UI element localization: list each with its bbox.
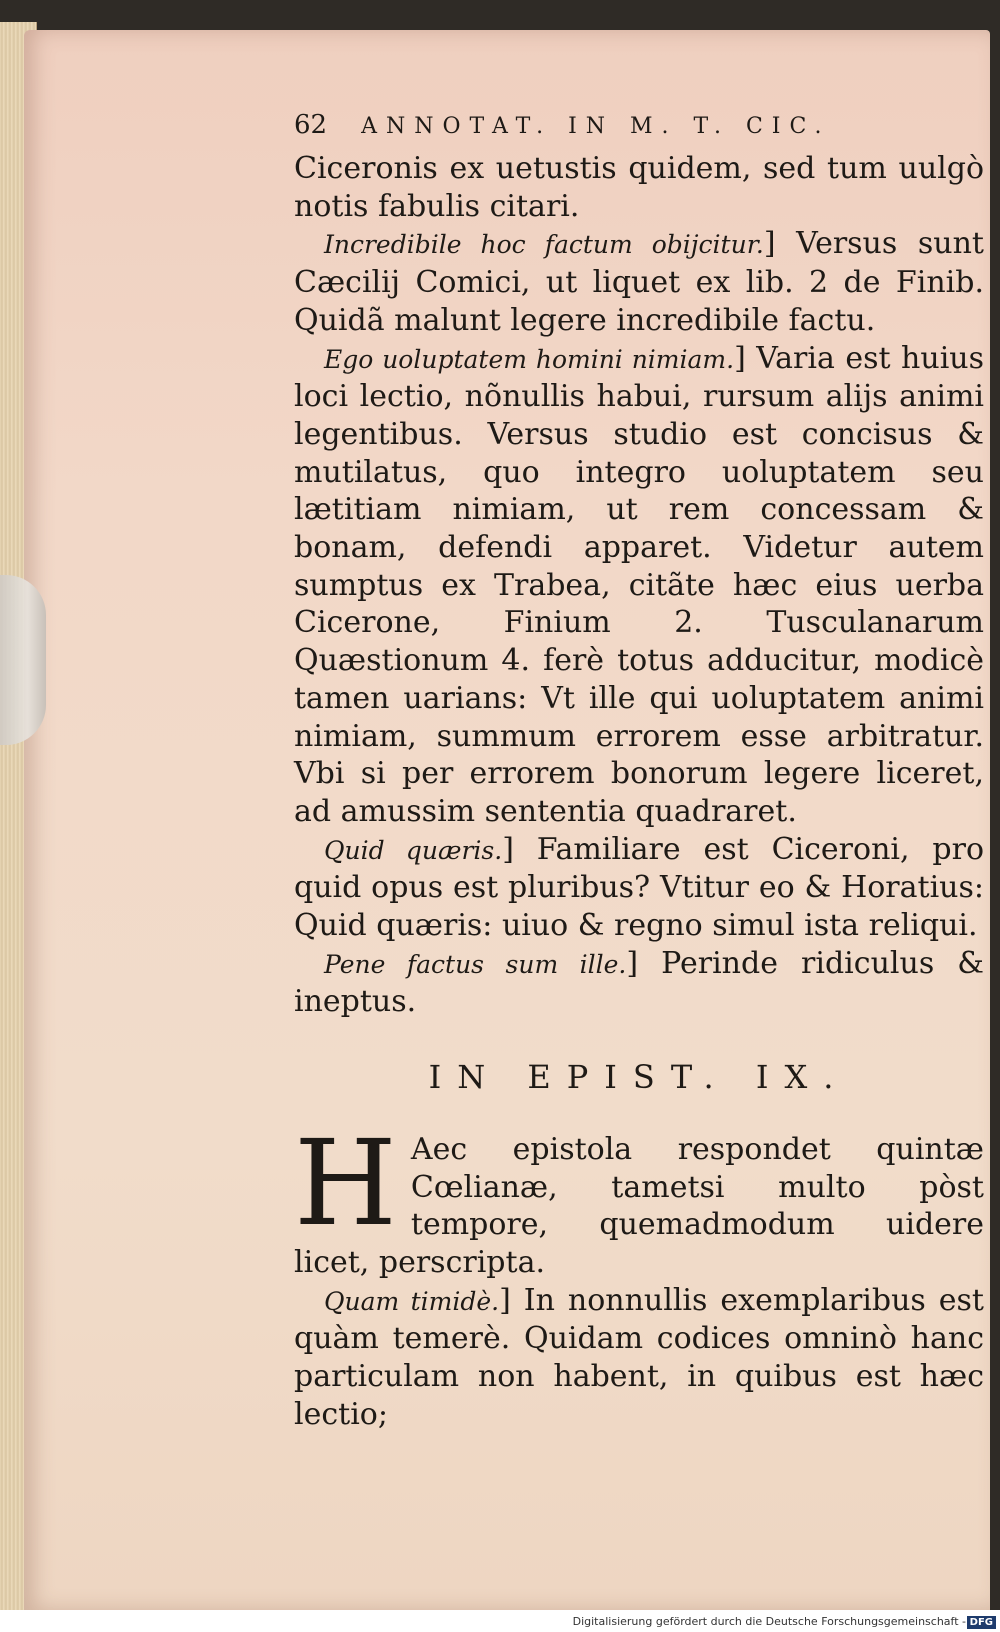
paragraph-text: ] Perinde ridiculus & ineptus.: [294, 945, 984, 1020]
footer-credit: Digitalisierung gefördert durch die Deutsche Forschungsgemeinschaft -: [572, 1614, 966, 1628]
page-number: 62: [294, 110, 328, 140]
paragraph-1: Ciceronis ex uetustis quidem, sed tum uulgò notis fabulis citari.: [294, 151, 984, 224]
dfg-logo: DFG: [967, 1616, 996, 1629]
paragraph-text: ] Familiare est Ciceroni, pro quid opus est pluribus? Vtitur eo & Horatius: Quid quæris: uiuo & regno simul ista reliqui.: [294, 831, 984, 944]
digitization-footer: [0, 1610, 1000, 1632]
paragraph-3: [294, 340, 984, 831]
lemma: Ego uoluptatem homini nimiam.: [324, 344, 735, 374]
paragraph-text: ] Versus sunt Cæcilij Comici, ut liquet ex lib. 2 de Finib. Quidã malunt legere incredibile factu.: [294, 226, 984, 338]
page-content: [294, 110, 984, 1434]
drop-cap: H: [294, 1113, 397, 1252]
lemma: Quid quæris.: [324, 835, 503, 865]
paper-slip: [0, 575, 46, 745]
lemma: Pene factus sum ille.: [324, 949, 627, 979]
paragraph-text: ] In nonnullis exemplaribus est quàm temerè. Quidam codices omninò hanc particulam non habent, in quibus est hæc lectio;: [294, 1282, 984, 1432]
lemma: Incredibile hoc factum obijcitur.: [324, 230, 764, 260]
body-text: [294, 150, 984, 1434]
paragraph-text: Aec epistola respondet quintæ Cœlianæ, tametsi multo pòst tempore, quemadmodum uidere licet, perscripta.: [294, 1131, 984, 1280]
paragraph-2: [294, 225, 984, 339]
running-title: ANNOTAT. IN M. T. CIC.: [361, 114, 831, 139]
section-heading: IN EPIST. IX.: [428, 1058, 850, 1097]
running-head: [294, 110, 984, 150]
paragraph-5: [294, 945, 984, 1021]
paragraph-7: [294, 1282, 984, 1434]
lemma: Quam timidè.: [324, 1286, 500, 1316]
paragraph-text: ] Varia est huius loci lectio, nõnullis habui, rursum alijs animi legentibus. Versus studio est concisus & mutilatus, quo integro uoluptatem seu lætitiam nimiam, ut rem concessam & bonam, defendi apparet. Videtur autem sumptus ex Trabea, citãte hæc eius uerba Cicerone, Finium 2. Tusculanarum Quæstionum 4. ferè totus adducitur, modicè tamen uarians: Vt ille qui uoluptatem animi nimiam, summum errorem esse arbitratur. Vbi si per errorem bonorum legere liceret, ad amussim sententia quadraret.: [294, 340, 985, 829]
book-page: [24, 30, 990, 1610]
paragraph-4: [294, 831, 984, 945]
paragraph-6: [294, 1113, 984, 1282]
